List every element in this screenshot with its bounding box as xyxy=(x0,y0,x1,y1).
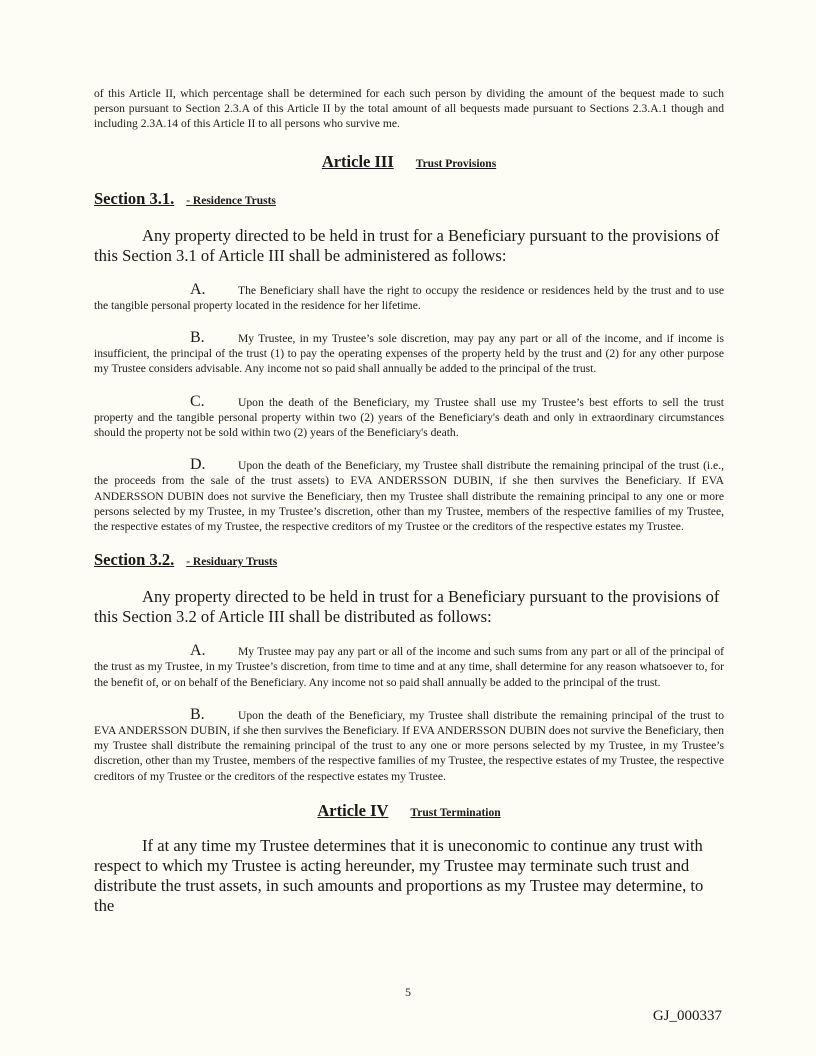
item-text: The Beneficiary shall have the right to occupy the residence or residences held by the trust and to use the tangible personal property located in the residence for her lifetime. xyxy=(94,283,724,312)
item-text: My Trustee may pay any part or all of the income and such sums from any part or all of the principal of the trust as my Trustee, in my Trustee’s discretion, from time to time and at any time, shall determine for any reason whatsoever to, for the benefit of, or on behalf of the Beneficiary. Any income not so paid shall annually be added to the principal of the trust. xyxy=(94,645,724,689)
article-3-title: Article III xyxy=(321,151,394,171)
section-3-1-item-a xyxy=(94,282,724,313)
section-3-2-heading xyxy=(94,550,724,570)
section-3-2-title: Section 3.2. xyxy=(94,550,175,570)
section-3-1-subtitle: - Residence Trusts xyxy=(186,194,276,207)
article-4-title: Article IV xyxy=(317,800,389,820)
item-letter: B. xyxy=(190,329,205,347)
section-3-1-item-d xyxy=(94,457,724,534)
item-letter: C. xyxy=(190,392,205,410)
item-text: Upon the death of the Beneficiary, my Trustee shall distribute the remaining principal of the trust to EVA ANDERSSON DUBIN, if she then survives the Beneficiary. If EVA ANDERSSON DUBIN does not survive the Beneficiary, then my Trustee shall distribute the remaining principal of the trust to any one or more persons selected by my Trustee, in my Trustee’s discretion, other than my Trustee, members of the respective families of my Trustee, the respective estates of my Trustee, the respective creditors of my Trustee or the creditors of the respective estates my Trustee. xyxy=(94,708,724,783)
section-3-1-heading xyxy=(94,189,724,209)
intro-paragraph: of this Article II, which percentage shall be determined for each such person by dividing the amount of the bequest made to such person pursuant to Section 2.3.A of this Article II by the total amount of all bequests made pursuant to Sections 2.3.A.1 though and including 2.3A.14 of this Article II to all persons who survive me. xyxy=(94,87,724,131)
item-letter: A. xyxy=(190,280,206,298)
section-3-2-subtitle: - Residuary Trusts xyxy=(186,556,278,569)
article-4-paragraph: If at any time my Trustee determines that it is uneconomic to continue any trust with respect to which my Trustee is acting hereunder, my Trustee may terminate such trust and distribute the trust assets, in such amounts and proportions as my Trustee may determine, to the xyxy=(94,835,704,915)
section-3-2-item-b xyxy=(94,707,724,784)
article-3-heading xyxy=(94,152,724,172)
section-3-1-item-c xyxy=(94,394,724,441)
item-text: My Trustee, in my Trustee’s sole discretion, may pay any part or all of the income, and if income is insufficient, the principal of the trust (1) to pay the operating expenses of the property held by the trust and (2) for any other purpose my Trustee considers advisable. Any income not so paid shall annually be added to the principal of the trust. xyxy=(94,332,724,376)
article-4-subtitle: Trust Termination xyxy=(410,806,501,819)
section-3-2-intro: Any property directed to be held in trust for a Beneficiary pursuant to the provisions of this Section 3.2 of Article III shall be distributed as follows: xyxy=(94,587,720,627)
section-3-1-item-b xyxy=(94,330,724,377)
item-letter: D. xyxy=(190,456,206,474)
section-3-2-item-a xyxy=(94,643,724,690)
section-3-1-title: Section 3.1. xyxy=(94,188,175,208)
section-3-1-intro: Any property directed to be held in trust for a Beneficiary pursuant to the provisions of this Section 3.1 of Article III shall be administered as follows: xyxy=(94,225,720,265)
bates-number: GJ_000337 xyxy=(652,1008,722,1024)
item-text: Upon the death of the Beneficiary, my Trustee shall use my Trustee’s best efforts to sell the trust property and the tangible personal property within two (2) years of the Beneficiary's death and only in extraordinary circumstances should the property not be sold within two (2) years of the Beneficiary's death. xyxy=(94,395,724,440)
item-letter: A. xyxy=(190,642,206,660)
item-letter: B. xyxy=(190,705,205,723)
item-text: Upon the death of the Beneficiary, my Trustee shall distribute the remaining principal of the trust (i.e., the proceeds from the sale of the trust assets) to EVA ANDERSSON DUBIN, if she then survives the Beneficiary. If EVA ANDERSSON DUBIN does not survive the Beneficiary, then my Trustee shall distribute the remaining principal to any one or more persons selected by my Trustee, in my Trustee’s discretion, other than my Trustee, members of the respective families of my Trustee, the respective estates of my Trustee, the respective creditors of my Trustee or the creditors of the respective estates my Trustee. xyxy=(94,459,724,534)
article-4-heading xyxy=(94,801,724,821)
article-3-subtitle: Trust Provisions xyxy=(415,157,497,170)
page-number: 5 xyxy=(405,985,411,999)
document-body xyxy=(94,86,724,916)
